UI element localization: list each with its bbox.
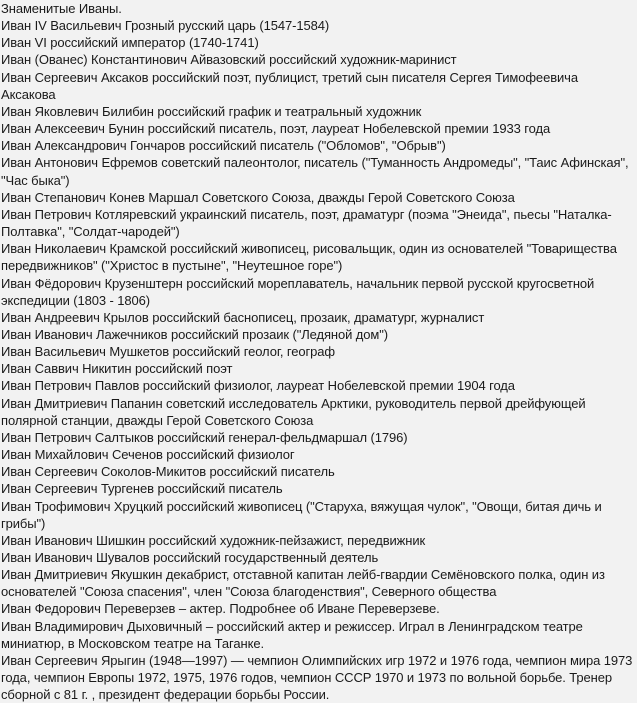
list-item: Иван (Ованес) Константинович Айвазовский российский художник-маринист	[1, 52, 457, 68]
list-item: Иван IV Васильевич Грозный русский царь (1547-1584)	[1, 18, 330, 34]
list-item: Иван Фёдорович Крузенштерн российский мореплаватель, начальник первой русской кругосветной экспедиции (1803 - 1806)	[1, 275, 595, 308]
list-item: Иван Дмитриевич Папанин советский исследователь Арктики, руководитель первой дрейфующей полярной станции, дважды Герой Советского Союза	[1, 395, 586, 428]
entries-list	[1, 17, 634, 703]
list-item: Иван Васильевич Мушкетов российский геолог, географ	[1, 344, 336, 360]
list-item: Иван Михайлович Сеченов российский физиолог	[1, 447, 295, 463]
list-item: Иван Владимирович Дыховичный – российский актер и режиссер. Играл в Ленинградском театре миниатюр, в Московском театре на Таганке.	[1, 618, 583, 651]
list-item: Иван Степанович Конев Маршал Советского Союза, дважды Герой Советского Союза	[1, 189, 515, 205]
list-item: Иван Петрович Салтыков российский генерал-фельдмаршал (1796)	[1, 429, 408, 445]
list-item: Иван Федорович Переверзев – актер. Подробнее об Иване Переверзеве.	[1, 601, 440, 617]
document-title: Знаменитые Иваны.	[1, 1, 122, 16]
list-item: Иван Николаевич Крамской российский живописец, рисовальщик, один из основателей "Товарищества передвижников" ("Христос в пустыне", "Неутешное горе")	[1, 241, 617, 274]
list-item: Иван Петрович Котляревский украинский писатель, поэт, драматург (поэма "Энеида", пьесы "Наталка-Полтавка", "Солдат-чародей")	[1, 206, 612, 240]
list-item: Иван Саввич Никитин российский поэт	[1, 361, 233, 377]
list-item: Иван Александрович Гончаров российский писатель ("Обломов", "Обрыв")	[1, 138, 446, 154]
list-item: Иван Яковлевич Билибин российский график и театральный художник	[1, 103, 422, 119]
list-item: Иван Сергеевич Ярыгин (1948—1997) — чемпион Олимпийских игр 1972 и 1976 года, чемпион мира 1973 года, чемпион Европы 1972, 1975, 1976 годов, чемпион СССР 1970 и 1973 по вольной борьбе. Тренер сборной с 81 г. , президент федерации борьбы России.	[1, 652, 633, 703]
list-item: Иван Алексеевич Бунин российский писатель, поэт, лауреат Нобелевской премии 1933 года	[1, 121, 551, 137]
list-item: Иван Андреевич Крылов российский баснописец, прозаик, драматург, журналист	[1, 309, 485, 325]
list-item: Иван Иванович Шишкин российский художник-пейзажист, передвижник	[1, 532, 426, 548]
list-item: Иван Сергеевич Аксаков российский поэт, публицист, третий сын писателя Сергея Тимофеевича Аксакова	[1, 69, 578, 102]
list-item: Иван Иванович Шувалов российский государственный деятель	[1, 550, 379, 565]
list-item: Иван Иванович Лажечников российский прозаик ("Ледяной дом")	[1, 326, 389, 342]
list-item: Иван VI российский император (1740-1741)	[1, 35, 259, 51]
list-item: Иван Трофимович Хруцкий российский живописец ("Старуха, вяжущая чулок", "Овощи, битая дичь и грибы")	[1, 498, 602, 531]
list-item: Иван Сергеевич Соколов-Микитов российский писатель	[1, 464, 335, 480]
list-item: Иван Дмитриевич Якушкин декабрист, отставной капитан лейб-гвардии Семёновского полка, один из основателей "Союза спасения", член "Союза благоденствия", Северного общества	[1, 567, 605, 600]
list-item: Иван Петрович Павлов российский физиолог, лауреат Нобелевской премии 1904 года	[1, 378, 515, 394]
list-item: Иван Сергеевич Тургенев российский писатель	[1, 481, 283, 497]
list-item: Иван Антонович Ефремов советский палеонтолог, писатель ("Туманность Андромеды", "Таис Афинская", "Час быка")	[1, 155, 629, 188]
